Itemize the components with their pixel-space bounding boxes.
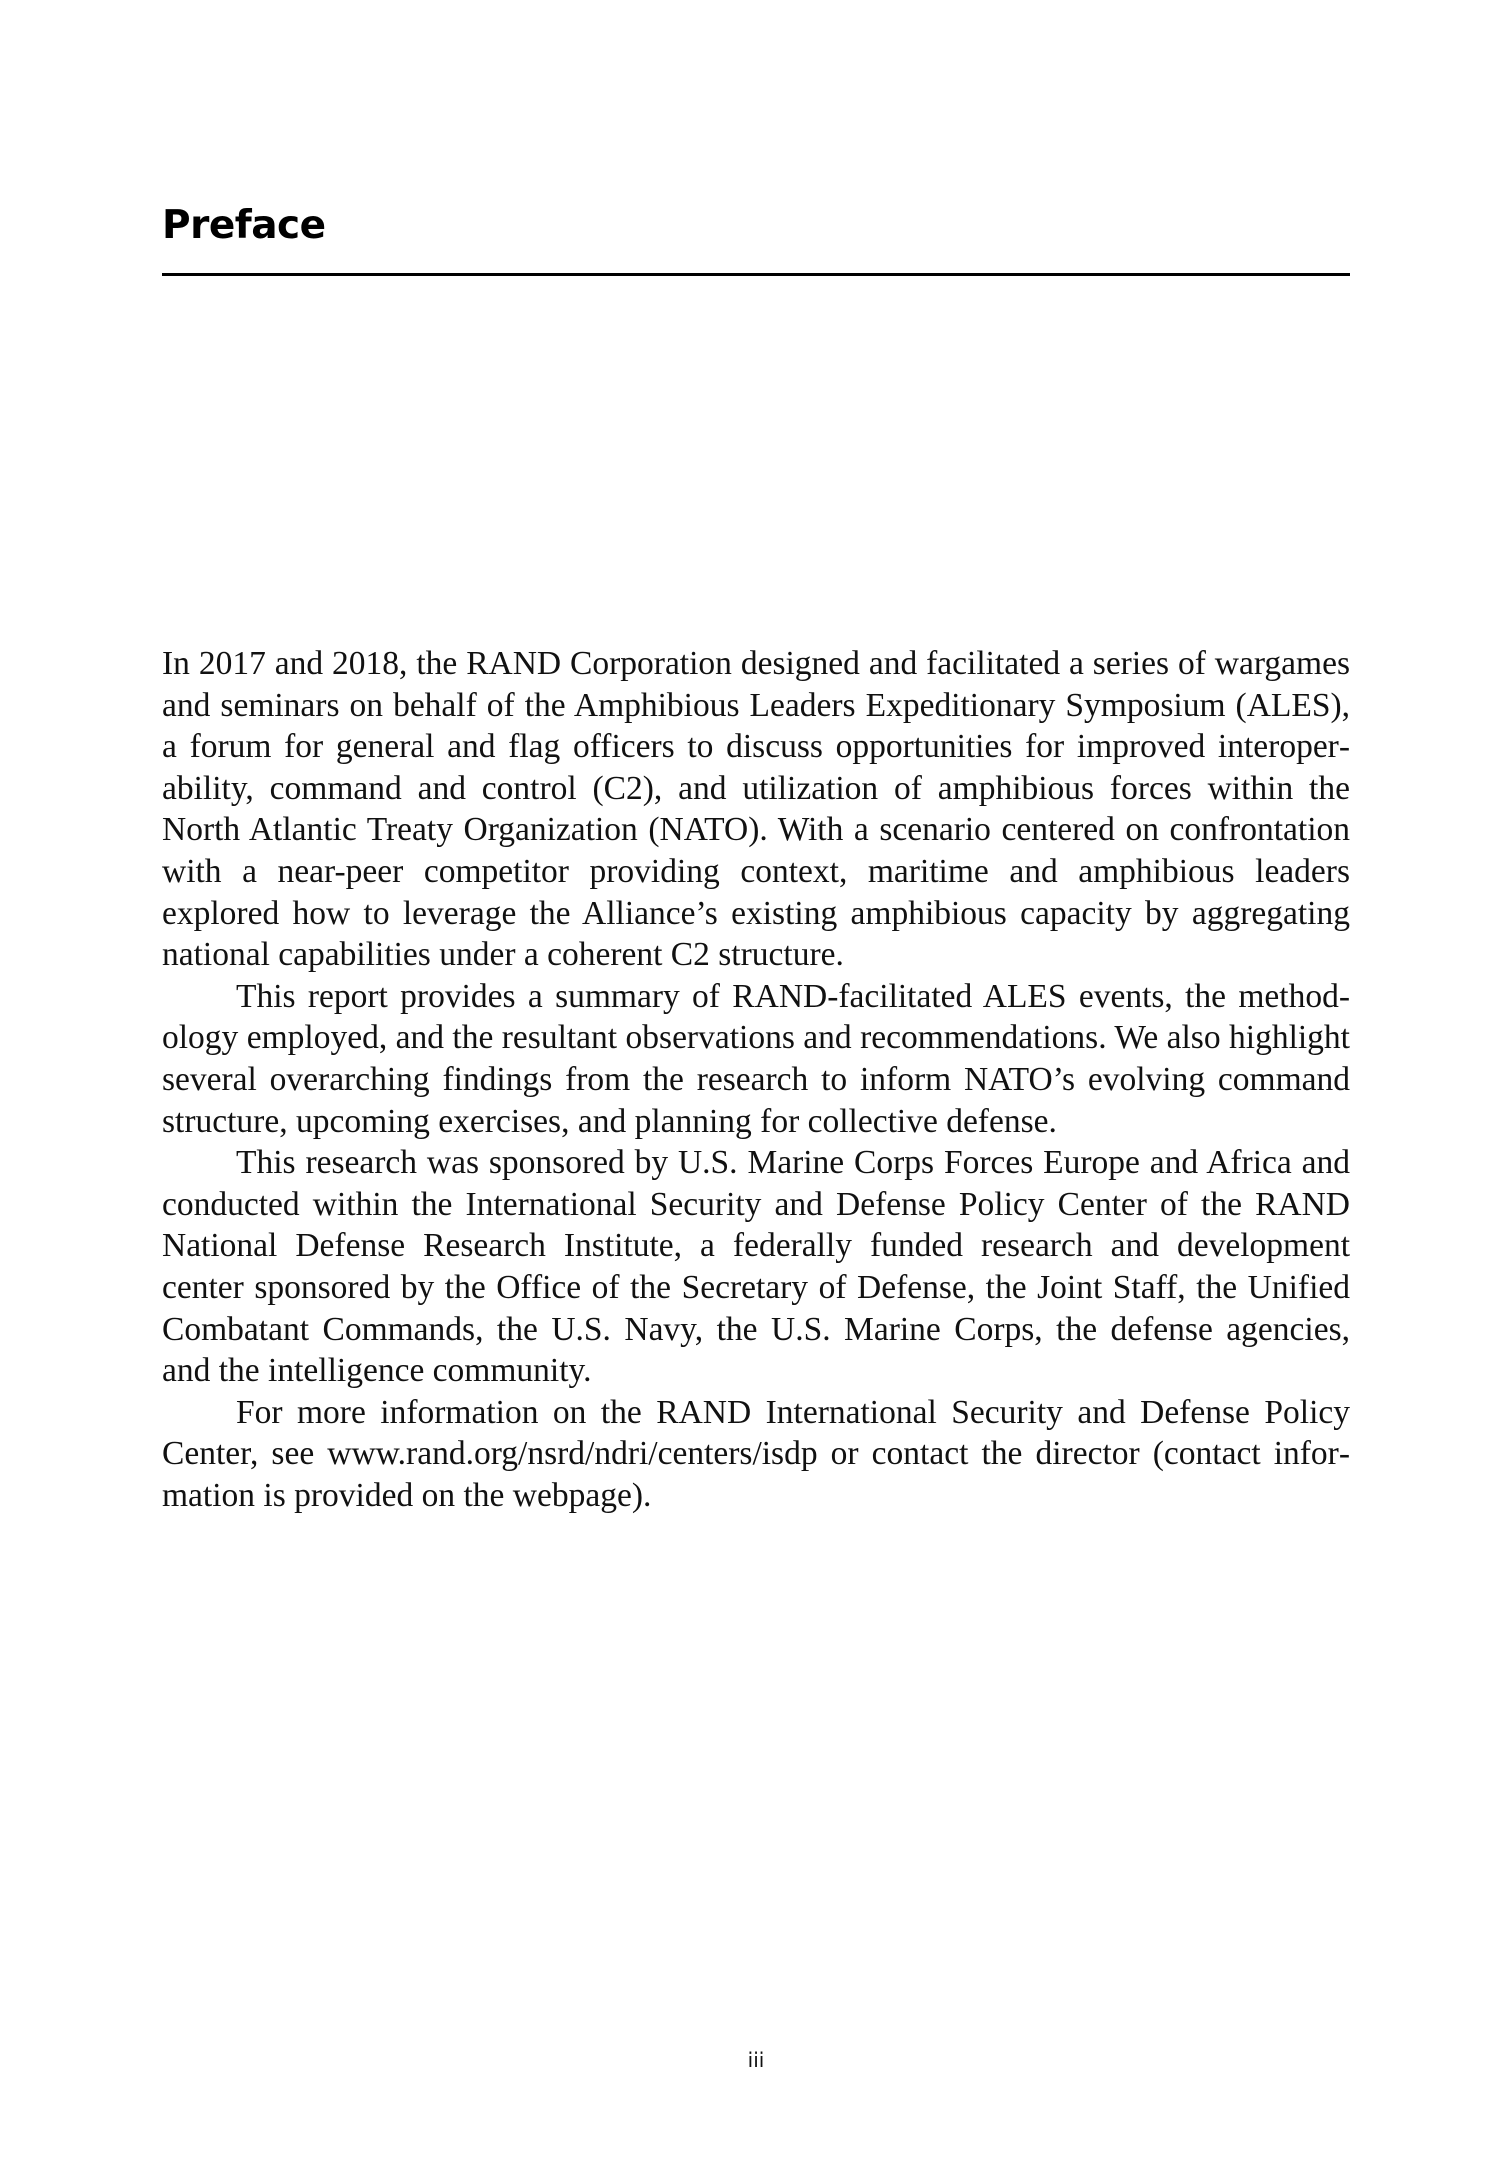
paragraph-report-summary: This report provides a summary of RAND-facilitated ALES events, the methodology employed, and the resultant observations and recommendations. We also highlight several overarching findings from the research to inform NATO’s evolving command structure, upcoming exercises, and planning for collective defense. <box>162 977 1350 1140</box>
title-rule <box>162 273 1350 276</box>
paragraph-more-information: For more information on the RAND International Security and Defense Policy Center, see www.rand.org/nsrd/ndri/centers/isdp or contact the director (contact information is provided on the webpage). <box>162 1393 1350 1514</box>
paragraph-sponsorship: This research was sponsored by U.S. Marine Corps Forces Europe and Africa and conducted within the International Security and Defense Policy Center of the RAND National Defense Research Institute, a federally funded research and development center sponsored by the Office of the Secretary of Defense, the Joint Staff, the Unified Combatant Commands, the U.S. Navy, the U.S. Marine Corps, the defense agencies, and the intelligence community. <box>162 1144 1350 1390</box>
paragraph-intro: In 2017 and 2018, the RAND Corporation designed and facilitated a series of wargames and seminars on behalf of the Amphibious Leaders Expeditionary Symposium (ALES), a forum for general and flag officers to discuss opportunities for improved interoperability, command and control (C2), and utilization of amphibious forces within the North Atlantic Treaty Organization (NATO). With a scenario centered on confrontation with a near-peer competitor providing context, maritime and amphibious leaders explored how to leverage the Alliance’s existing amphibious capacity by aggregating national capabilities under a coherent C2 structure. <box>162 645 1350 974</box>
chapter-title: Preface <box>162 203 326 248</box>
body-text <box>162 643 1350 1516</box>
page-number: iii <box>747 2048 765 2072</box>
